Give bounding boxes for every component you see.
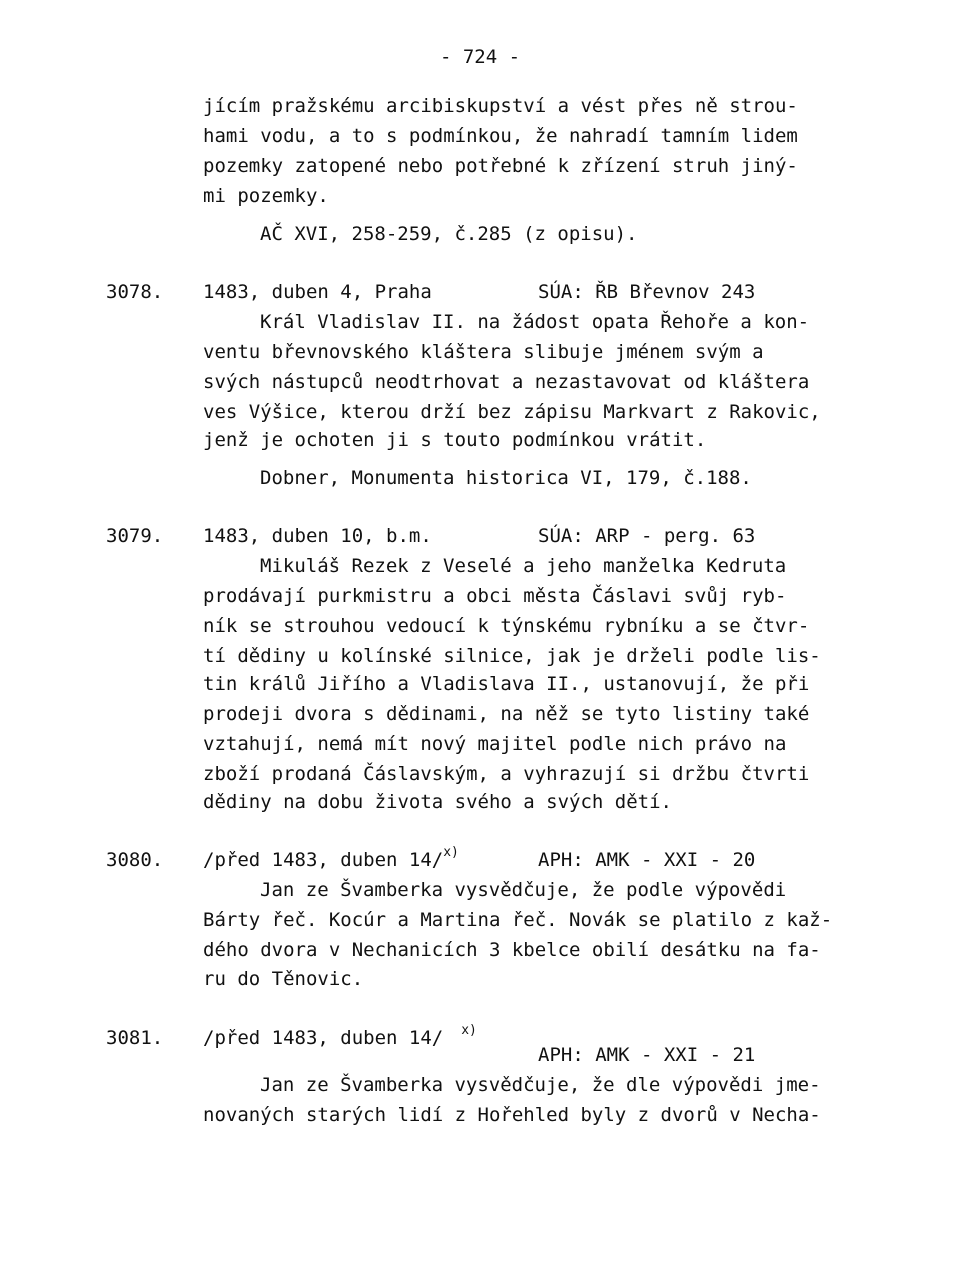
text-line: ník se strouhou vedoucí k týnskému rybníku a se čtvr- xyxy=(203,615,810,637)
text-line: pozemky zatopené nebo potřebné k zřízení struh jiný- xyxy=(203,155,798,177)
text-line: ru do Těnovic. xyxy=(203,968,364,990)
entry-date xyxy=(203,1023,477,1049)
text-line: prodávají purkmistru a obci města Čáslavi svůj ryb- xyxy=(203,585,787,607)
text-line: mi pozemky. xyxy=(203,185,329,207)
text-line: novaných starých lidí z Hořehled byly z dvorů v Necha- xyxy=(203,1104,821,1126)
entry-date xyxy=(203,845,459,871)
page-number: - 724 - xyxy=(439,46,521,68)
entry-date: 1483, duben 10, b.m. xyxy=(203,525,432,547)
citation: AČ XVI, 258-259, č.285 (z opisu). xyxy=(260,223,638,245)
text-line: tin králů Jiřího a Vladislava II., ustanovují, že při xyxy=(203,673,810,695)
entry-source: SÚA: ARP - perg. 63 xyxy=(538,525,756,547)
text-line: jícím pražskému arcibiskupství a vést přes ně strou- xyxy=(203,95,798,117)
text-line: Jan ze Švamberka vysvědčuje, že dle výpovědi jme- xyxy=(260,1074,821,1096)
entry-source: APH: AMK - XXI - 21 xyxy=(538,1044,756,1066)
text-line: hami vodu, a to s podmínkou, že nahradí tamním lidem xyxy=(203,125,798,147)
footnote-mark: x) xyxy=(443,845,459,860)
entry-date: 1483, duben 4, Praha xyxy=(203,281,432,303)
text-line: Jan ze Švamberka vysvědčuje, že podle výpovědi xyxy=(260,879,787,901)
footnote-mark: x) xyxy=(461,1023,477,1038)
text-line: dého dvora v Nechanicích 3 kbelce obilí desátku na fa- xyxy=(203,939,821,961)
entry-source: SÚA: ŘB Břevnov 243 xyxy=(538,281,756,303)
text-line: ves Výšice, kterou drží bez zápisu Markvart z Rakovic, xyxy=(203,401,821,423)
text-line: jenž je ochoten ji s touto podmínkou vrátit. xyxy=(203,429,707,451)
entry-source: APH: AMK - XXI - 20 xyxy=(538,849,756,871)
text-line: svých nástupců neodtrhovat a nezastavovat od kláštera xyxy=(203,371,810,393)
entry-date-text: /před 1483, duben 14/ xyxy=(203,849,444,871)
entry-number: 3081. xyxy=(106,1027,164,1049)
entry-number: 3078. xyxy=(106,281,164,303)
text-line: ventu břevnovského kláštera slibuje jménem svým a xyxy=(203,341,764,363)
text-line: Bárty řeč. Kocúr a Martina řeč. Novák se platilo z kaž- xyxy=(203,909,833,931)
text-line: prodeji dvora s dědinami, na něž se tyto listiny také xyxy=(203,703,810,725)
entry-date-text: /před 1483, duben 14/ xyxy=(203,1027,444,1049)
text-line: vztahují, nemá mít nový majitel podle nich právo na xyxy=(203,733,787,755)
text-line: tí dědiny u kolínské silnice, jak je drželi podle lis- xyxy=(203,645,821,667)
entry-number: 3079. xyxy=(106,525,164,547)
entry-number: 3080. xyxy=(106,849,164,871)
citation: Dobner, Monumenta historica VI, 179, č.188. xyxy=(260,467,752,489)
text-line: Král Vladislav II. na žádost opata Řehoře a kon- xyxy=(260,311,810,333)
text-line: dědiny na dobu života svého a svých dětí. xyxy=(203,791,672,813)
text-line: zboží prodaná Čáslavským, a vyhrazují si držbu čtvrti xyxy=(203,763,810,785)
text-line: Mikuláš Rezek z Veselé a jeho manželka Kedruta xyxy=(260,555,787,577)
